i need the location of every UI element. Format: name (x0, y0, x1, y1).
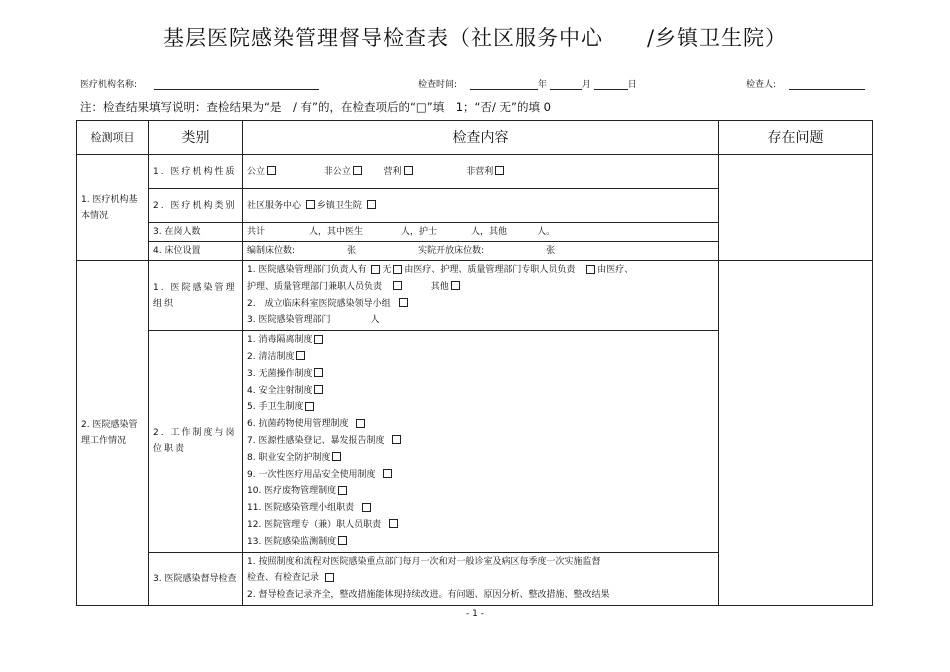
org-name-label: 医疗机构名称: (80, 80, 138, 90)
page-number: - 1 - (466, 609, 484, 619)
content-systems (243, 331, 719, 552)
public-checkbox[interactable] (267, 166, 276, 175)
system-checkbox[interactable] (332, 452, 341, 461)
system-item: 4. 安全注射制度 (247, 385, 313, 396)
nonpublic-checkbox[interactable] (353, 166, 362, 175)
content-organization (243, 261, 719, 331)
org-line-3-unit: 人 (370, 315, 380, 326)
system-item: 9. 一次性医疗用品安全使用制度 (247, 469, 376, 480)
inspector-line[interactable] (789, 80, 865, 90)
header-problem: 存在问题 (719, 121, 873, 155)
option-township-hospital: 乡镇卫生院 (316, 200, 362, 211)
day-label: 日 (627, 80, 637, 90)
system-item: 3. 无菌操作制度 (247, 368, 313, 379)
option-nonpublic: 非公立 (323, 166, 351, 177)
category-supervision: 3. 医院感染督导检查 (149, 552, 243, 605)
system-item: 12. 医院管理专（兼）职人员职责 (247, 519, 382, 530)
fulltime-staff-checkbox[interactable] (586, 265, 595, 274)
staff-doctor-label: 人，其中医生 (309, 227, 364, 237)
day-line[interactable] (594, 80, 628, 90)
inspector-label: 检查人: (746, 80, 777, 90)
org-name-line[interactable] (154, 80, 319, 90)
system-checkbox[interactable] (338, 486, 347, 495)
other-checkbox[interactable] (451, 281, 460, 290)
staff-nurse-label: 人，护士 (401, 227, 438, 237)
content-nature (243, 155, 719, 189)
month-label: 月 (581, 80, 591, 90)
year-line[interactable] (470, 80, 538, 90)
table-row (77, 261, 873, 331)
list-item (247, 399, 714, 416)
parttime-staff-checkbox[interactable] (393, 281, 402, 290)
category-systems: 2. 工作制度与岗位职责 (149, 331, 243, 552)
system-checkbox[interactable] (392, 435, 401, 444)
fulltime-staff-label: 由医疗、护理、质量管理部门专职人员负责 (404, 265, 576, 275)
section-infection-management: 2. 医院感染管理工作情况 (77, 261, 149, 606)
org-name-field[interactable] (80, 77, 319, 90)
document-title: 基层医院感染管理督导检查表（社区服务中心 /乡镇卫生院） (162, 26, 788, 50)
list-item (247, 433, 714, 450)
system-item: 13. 医院感染监测制度 (247, 536, 337, 547)
inspection-table (76, 120, 873, 606)
system-item: 6. 抗菌药物使用管理制度 (247, 419, 349, 430)
list-item (247, 534, 714, 551)
list-item (247, 349, 714, 366)
category-staff: 3. 在岗人数 (149, 223, 243, 242)
open-beds-label: 实院开放床位数: (418, 246, 485, 256)
system-item: 11. 医院感染管理小组职责 (247, 503, 355, 514)
parttime-staff-label: 护理、质量管理部门兼职人员负责 (247, 281, 383, 292)
supervision-line-2: 2. 督导检查记录齐全，整改措施能体现持续改进。有问题、原因分析、整改措施、整改结果 (247, 590, 610, 601)
supervision-line-1: 1. 按照制度和流程对医院感染重点部门每月一次和对一般诊室及病区每季度一次实施监督 (247, 556, 601, 567)
category-organization: 1. 医院感染管理组织 (149, 261, 243, 331)
table-row (77, 155, 873, 189)
staff-end-label: 人。 (537, 227, 556, 237)
no-head-checkbox[interactable] (393, 265, 402, 274)
table-header-row (77, 121, 873, 155)
check-date-field[interactable] (418, 77, 637, 90)
org-line-3: 3. 医院感染管理部门 (247, 315, 331, 326)
system-checkbox[interactable] (383, 469, 392, 478)
planned-beds-label: 编制床位数: (247, 246, 296, 256)
system-item: 1. 消毒隔离制度 (247, 335, 313, 346)
leading-group-checkbox[interactable] (399, 298, 408, 307)
option-nonprofit: 非营利 (466, 166, 494, 177)
list-item (247, 416, 714, 433)
planned-beds-unit: 张 (347, 246, 357, 256)
option-community-center: 社区服务中心 (247, 200, 302, 211)
content-supervision (243, 552, 719, 605)
system-checkbox[interactable] (296, 351, 305, 360)
org-line-2: 2. 成立临床科室医院感染领导小组 (247, 298, 391, 309)
system-checkbox[interactable] (356, 419, 365, 428)
content-type (243, 189, 719, 223)
system-checkbox[interactable] (305, 402, 314, 411)
list-item (247, 383, 714, 400)
system-item: 8. 职业安全防护制度 (247, 452, 331, 463)
staff-total-label: 共计 (247, 227, 266, 237)
system-item: 5. 手卫生制度 (247, 402, 304, 413)
nonprofit-checkbox[interactable] (495, 166, 504, 175)
list-item (247, 366, 714, 383)
list-item (247, 450, 714, 467)
content-staff (243, 223, 719, 242)
other-label: 其他 (430, 281, 449, 292)
option-profit: 营利 (383, 166, 402, 177)
section-basic-info: 1. 医疗机构基本情况 (77, 155, 149, 261)
system-checkbox[interactable] (338, 536, 347, 545)
system-item: 7. 医源性感染登记、暴发报告制度 (247, 435, 385, 446)
list-item (247, 467, 714, 484)
problem-cell-basic[interactable] (719, 155, 873, 261)
no-head-label: 无 (382, 265, 392, 275)
system-checkbox[interactable] (314, 385, 323, 394)
month-line[interactable] (550, 80, 582, 90)
system-item: 2. 清洁制度 (247, 351, 295, 362)
option-public: 公立 (247, 166, 266, 177)
category-nature: 1. 医疗机构性质 (149, 155, 243, 189)
category-beds: 4. 床位设置 (149, 242, 243, 261)
org-line-1-tail: 由医疗、 (597, 265, 634, 275)
community-center-checkbox[interactable] (306, 200, 315, 209)
system-checkbox[interactable] (362, 503, 371, 512)
content-beds (243, 242, 719, 261)
category-type: 2. 医疗机构类别 (149, 189, 243, 223)
supervision-checkbox[interactable] (325, 573, 334, 582)
problem-cell-management[interactable] (719, 261, 873, 606)
system-item: 10. 医疗废物管理制度 (247, 486, 337, 497)
list-item (247, 517, 714, 534)
org-line-1: 1. 医院感染管理部门负责人有 (247, 265, 367, 275)
profit-checkbox[interactable] (404, 166, 413, 175)
inspector-field[interactable] (746, 77, 865, 90)
list-item (247, 500, 714, 517)
check-date-label: 检查时间: (418, 80, 458, 90)
header-category: 类别 (149, 121, 243, 155)
township-hospital-checkbox[interactable] (367, 200, 376, 209)
list-item (247, 483, 714, 500)
header-content: 检查内容 (243, 121, 719, 155)
list-item (247, 332, 714, 349)
has-head-checkbox[interactable] (371, 265, 380, 274)
system-checkbox[interactable] (314, 335, 323, 344)
header-item: 检测项目 (77, 121, 149, 155)
year-label: 年 (537, 80, 547, 90)
open-beds-unit: 张 (546, 246, 556, 256)
system-checkbox[interactable] (314, 368, 323, 377)
instruction-note: 注：检查结果填写说明：查检结果为“是 / 有”的，在检查项后的“□”填 1；“否/ 无”的填 0 (80, 100, 551, 114)
staff-other-label: 人，其他 (471, 227, 508, 237)
supervision-line-1b: 检查、有检查记录 (247, 573, 320, 584)
system-checkbox[interactable] (389, 519, 398, 528)
